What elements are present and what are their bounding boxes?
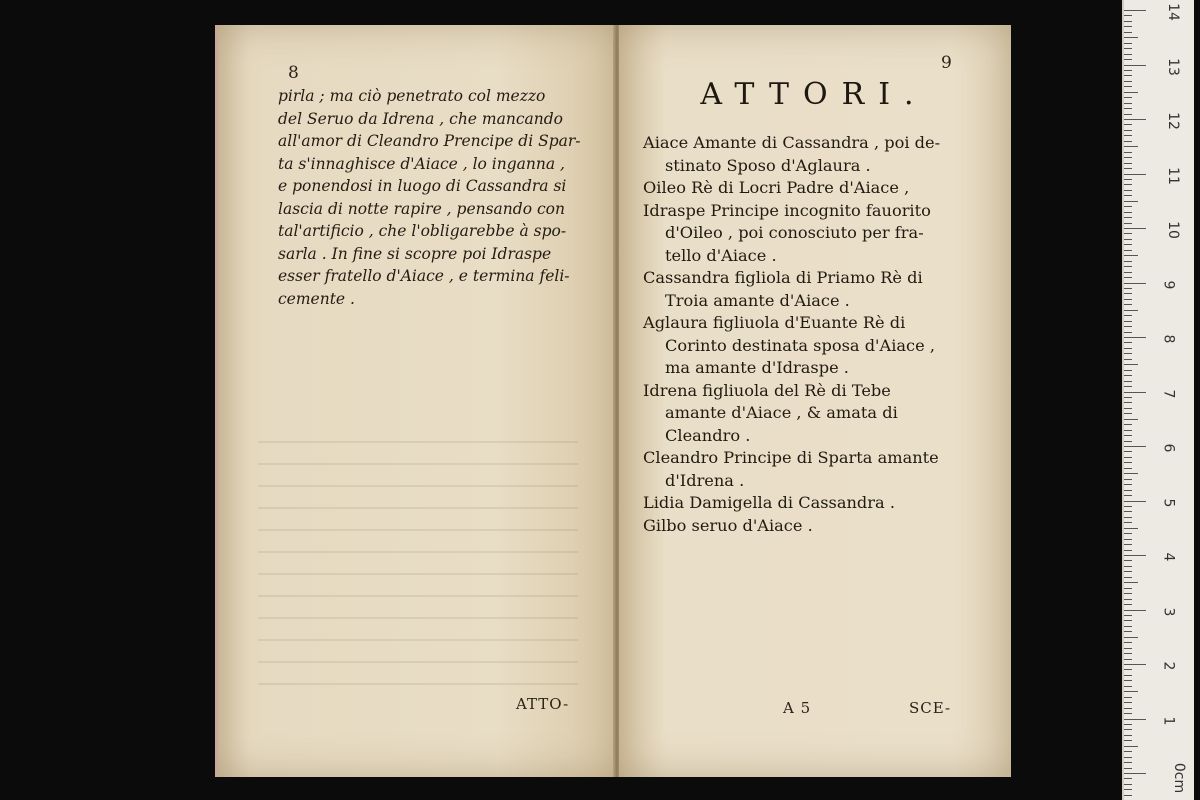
ruler-number: 2	[1160, 661, 1177, 671]
text-line: e ponendosi in luogo di Cassandra si	[278, 177, 567, 195]
cast-entry-line: Gilbo seruo d'Aiace .	[643, 515, 813, 535]
ruler-tick	[1124, 784, 1132, 785]
ruler-tick	[1124, 757, 1132, 758]
ruler-tick	[1124, 740, 1132, 741]
ruler-tick	[1124, 555, 1146, 556]
ruler-number: 7	[1160, 389, 1177, 398]
ruler-tick	[1124, 10, 1146, 11]
ruler-tick	[1124, 729, 1132, 730]
cast-list	[643, 132, 988, 537]
ruler-tick	[1124, 70, 1132, 71]
ruler-tick	[1124, 490, 1132, 491]
ruler-tick	[1124, 435, 1132, 436]
ruler-tick	[1124, 751, 1132, 752]
ruler-tick	[1124, 97, 1132, 98]
ruler-tick	[1124, 392, 1146, 393]
left-page-text	[278, 85, 596, 310]
ruler-tick	[1124, 348, 1132, 349]
ruler-tick	[1124, 571, 1132, 572]
ruler-tick	[1124, 288, 1132, 289]
cast-entry	[643, 200, 988, 268]
ruler-number: 6	[1160, 443, 1177, 453]
ruler-tick	[1124, 375, 1132, 376]
ruler-tick	[1124, 495, 1132, 496]
ruler-tick	[1124, 544, 1132, 545]
ruler-tick	[1124, 528, 1138, 529]
ruler-tick	[1124, 353, 1132, 354]
ruler-tick	[1124, 86, 1132, 87]
ruler-tick	[1124, 413, 1132, 414]
ruler-tick	[1124, 708, 1132, 709]
ruler-number: 5	[1160, 498, 1177, 507]
ruler-tick	[1124, 702, 1132, 703]
signature-mark: A 5	[783, 699, 812, 717]
ruler-tick	[1124, 201, 1138, 202]
ruler-tick	[1124, 59, 1132, 60]
ruler-tick	[1124, 272, 1132, 273]
ruler-tick	[1124, 533, 1132, 534]
ruler-tick	[1124, 370, 1132, 371]
ruler-tick	[1124, 522, 1132, 523]
text-line: lascia di notte rapire , pensando con	[278, 199, 565, 218]
ruler-tick	[1124, 610, 1146, 611]
ruler-tick	[1124, 408, 1132, 409]
ruler-tick	[1124, 397, 1132, 398]
ruler-tick	[1124, 648, 1132, 649]
ruler-tick	[1124, 381, 1132, 382]
ruler-tick	[1124, 124, 1132, 125]
measurement-ruler	[1122, 0, 1194, 800]
text-line: sarla . In fine si scopre poi Idraspe	[278, 244, 552, 263]
right-page-number: 9	[941, 53, 952, 73]
page-title: ATTORI.	[700, 77, 928, 112]
ruler-tick	[1124, 184, 1132, 185]
ruler-tick	[1124, 212, 1132, 213]
ruler-tick	[1124, 81, 1132, 82]
ruler-tick	[1124, 789, 1132, 790]
text-line: ta s'innaghisce d'Aiace , lo inganna ,	[278, 154, 565, 173]
ruler-tick	[1124, 604, 1132, 605]
cast-entry-continuation: Troia amante d'Aiace .	[665, 290, 850, 310]
ruler-tick	[1124, 157, 1132, 158]
ruler-tick	[1124, 163, 1132, 164]
text-line: tal'artificio , che l'obligarebbe à spo-	[278, 222, 567, 240]
ruler-tick	[1124, 239, 1132, 240]
cast-entry-continuation: amante d'Aiace , & amata di	[665, 403, 898, 422]
cast-entry	[643, 267, 988, 312]
cast-entry	[643, 312, 988, 380]
ruler-tick	[1124, 386, 1132, 387]
ruler-tick	[1124, 484, 1132, 485]
cast-entry-line: Cassandra figliola di Priamo Rè di	[643, 268, 923, 287]
ruler-number: 1	[1160, 716, 1177, 725]
ruler-tick	[1124, 473, 1138, 474]
ruler-tick	[1124, 637, 1138, 638]
ruler-tick	[1124, 669, 1132, 670]
cast-entry	[643, 380, 988, 448]
cast-entry-line: Idraspe Principe incognito fauorito	[643, 200, 931, 220]
ruler-tick	[1124, 511, 1132, 512]
ruler-tick	[1124, 293, 1132, 294]
ruler-tick	[1124, 26, 1132, 27]
ruler-tick	[1124, 626, 1132, 627]
ruler-tick	[1124, 795, 1132, 796]
cast-entry-continuation: tello d'Aiace .	[665, 245, 777, 265]
ruler-tick	[1124, 119, 1146, 120]
show-through-text	[258, 425, 578, 685]
ruler-number: 9	[1160, 280, 1177, 289]
ruler-tick	[1124, 746, 1138, 747]
ruler-tick	[1124, 713, 1132, 714]
ruler-tick	[1124, 566, 1132, 567]
ruler-tick	[1124, 92, 1138, 93]
ruler-tick	[1124, 21, 1132, 22]
ruler-tick	[1124, 691, 1138, 692]
ruler-tick	[1124, 332, 1132, 333]
ruler-tick	[1124, 174, 1146, 175]
ruler-tick	[1124, 310, 1138, 311]
ruler-tick	[1124, 457, 1132, 458]
ruler-tick	[1124, 735, 1132, 736]
ruler-tick	[1124, 326, 1132, 327]
ruler-tick	[1124, 152, 1132, 153]
ruler-tick	[1124, 550, 1132, 551]
ruler-tick	[1124, 75, 1132, 76]
ruler-tick	[1124, 446, 1146, 447]
ruler-number: 3	[1160, 607, 1177, 616]
ruler-number: 4	[1160, 552, 1177, 562]
ruler-tick	[1124, 402, 1132, 403]
left-page-number: 8	[288, 63, 299, 83]
ruler-tick	[1124, 168, 1132, 169]
ruler-tick	[1124, 321, 1132, 322]
text-line: pirla ; ma ciò penetrato col mezzo	[278, 87, 546, 105]
cast-entry-line: Aiace Amante di Cassandra , poi de-	[643, 133, 941, 152]
ruler-tick	[1124, 337, 1146, 338]
ruler-tick	[1124, 37, 1138, 38]
cast-entry-line: Aglaura figliuola d'Euante Rè di	[643, 313, 906, 332]
ruler-number: 13	[1164, 57, 1181, 76]
ruler-tick	[1124, 664, 1146, 665]
ruler-tick	[1124, 773, 1146, 774]
ruler-tick	[1124, 419, 1138, 420]
ruler-tick	[1124, 217, 1132, 218]
ruler-tick	[1124, 54, 1132, 55]
ruler-tick	[1124, 539, 1132, 540]
text-line: esser fratello d'Aiace , e termina feli-	[278, 267, 570, 285]
ruler-tick	[1124, 179, 1132, 180]
cast-entry-continuation: d'Oileo , poi conosciuto per fra-	[665, 223, 924, 242]
ruler-tick	[1124, 108, 1132, 109]
ruler-tick	[1124, 223, 1132, 224]
ruler-tick	[1124, 768, 1132, 769]
ruler-tick	[1124, 680, 1132, 681]
ruler-tick	[1124, 250, 1132, 251]
ruler-tick	[1124, 283, 1146, 284]
ruler-tick	[1124, 686, 1132, 687]
ruler-tick	[1124, 228, 1146, 229]
ruler-tick	[1124, 206, 1132, 207]
ruler-tick	[1124, 468, 1132, 469]
ruler-tick	[1124, 233, 1132, 234]
ruler-tick	[1124, 255, 1138, 256]
ruler-tick	[1124, 642, 1132, 643]
ruler-tick	[1124, 762, 1132, 763]
ruler-tick	[1124, 615, 1132, 616]
ruler-tick	[1124, 195, 1132, 196]
cast-entry	[643, 177, 988, 200]
cast-entry	[643, 492, 988, 515]
ruler-tick	[1124, 141, 1132, 142]
ruler-tick	[1124, 582, 1138, 583]
ruler-tick	[1124, 190, 1132, 191]
ruler-tick	[1124, 659, 1132, 660]
cast-entry-line: Lidia Damigella di Cassandra .	[643, 493, 895, 512]
ruler-tick	[1124, 697, 1132, 698]
cast-entry-continuation: ma amante d'Idraspe .	[665, 358, 849, 377]
ruler-tick	[1124, 244, 1132, 245]
ruler-tick	[1124, 441, 1132, 442]
ruler-tick	[1124, 451, 1132, 452]
cast-entry-line: Oileo Rè di Locri Padre d'Aiace ,	[643, 178, 910, 197]
ruler-number: 11	[1164, 166, 1181, 185]
ruler-tick	[1124, 146, 1138, 147]
left-catchword: ATTO-	[516, 695, 570, 713]
text-line: all'amor di Cleandro Prencipe di Spar-	[278, 132, 581, 150]
ruler-tick	[1124, 43, 1132, 44]
right-page	[619, 25, 1011, 777]
ruler-tick	[1124, 15, 1132, 16]
ruler-tick	[1124, 261, 1132, 262]
left-page	[215, 25, 618, 777]
ruler-number: 14	[1164, 3, 1181, 21]
ruler-tick	[1124, 778, 1132, 779]
ruler-tick	[1124, 315, 1132, 316]
open-book	[215, 25, 1015, 785]
right-catchword: SCE-	[909, 699, 952, 717]
ruler-tick	[1124, 277, 1132, 278]
cast-entry	[643, 132, 988, 177]
cast-entry-line: Idrena figliuola del Rè di Tebe	[643, 380, 891, 400]
ruler-tick	[1124, 48, 1132, 49]
ruler-tick	[1124, 304, 1132, 305]
ruler-tick	[1124, 103, 1132, 104]
ruler-tick	[1124, 675, 1132, 676]
ruler-tick	[1124, 599, 1132, 600]
ruler-tick	[1124, 506, 1132, 507]
ruler-tick	[1124, 135, 1132, 136]
ruler-tick	[1124, 32, 1132, 33]
ruler-tick	[1124, 299, 1132, 300]
ruler-tick	[1124, 517, 1132, 518]
ruler-tick	[1124, 501, 1146, 502]
text-line: del Seruo da Idrena , che mancando	[278, 109, 563, 128]
ruler-tick	[1124, 631, 1132, 632]
ruler-tick	[1124, 719, 1146, 720]
cast-entry-continuation: Corinto destinata sposa d'Aiace ,	[665, 335, 935, 355]
ruler-tick	[1124, 653, 1132, 654]
ruler-tick	[1124, 577, 1132, 578]
cast-entry-line: Cleandro Principe di Sparta amante	[643, 448, 939, 467]
ruler-number: 12	[1164, 112, 1181, 130]
ruler-tick	[1124, 430, 1132, 431]
ruler-unit-label: 0cm	[1171, 762, 1188, 794]
ruler-tick	[1124, 424, 1132, 425]
ruler-tick	[1124, 364, 1138, 365]
ruler-tick	[1124, 560, 1132, 561]
ruler-tick	[1124, 114, 1132, 115]
cast-entry	[643, 515, 988, 538]
ruler-tick	[1124, 620, 1132, 621]
ruler-tick	[1124, 130, 1132, 131]
text-line: cemente .	[278, 289, 355, 308]
ruler-tick	[1124, 266, 1132, 267]
ruler-number: 10	[1164, 221, 1181, 239]
cast-entry-continuation: stinato Sposo d'Aglaura .	[665, 155, 871, 175]
ruler-tick	[1124, 479, 1132, 480]
cast-entry-continuation: Cleandro .	[665, 425, 751, 445]
ruler-tick	[1124, 724, 1132, 725]
ruler-tick	[1124, 462, 1132, 463]
ruler-tick	[1124, 359, 1132, 360]
ruler-tick	[1124, 342, 1132, 343]
ruler-number: 8	[1160, 334, 1177, 344]
ruler-tick	[1124, 593, 1132, 594]
cast-entry-continuation: d'Idrena .	[665, 470, 745, 490]
cast-entry	[643, 447, 988, 492]
ruler-tick	[1124, 65, 1146, 66]
ruler-tick	[1124, 588, 1132, 589]
